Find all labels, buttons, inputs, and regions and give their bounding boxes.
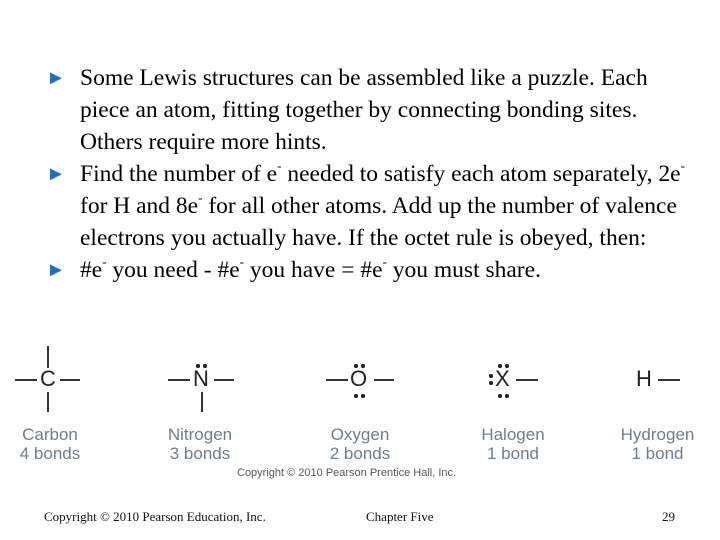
figure-copyright: Copyright © 2010 Pearson Prentice Hall, Inc. bbox=[237, 467, 457, 479]
bullet-item bbox=[46, 158, 686, 254]
bullet-marker: ► bbox=[46, 67, 66, 89]
bullet-marker: ► bbox=[46, 163, 66, 185]
bond-line bbox=[214, 379, 234, 381]
carbon-symbol: C bbox=[40, 366, 56, 391]
bullet-text: Find the number of e- needed to satisfy each atom separately, 2e- for H and 8e- for all other atoms. Add up the number of valence electrons you actually have. If the octet rule is obeyed, then: bbox=[80, 158, 685, 251]
lone-pair-dot bbox=[489, 381, 493, 385]
oxygen-label: Oxygen 2 bonds bbox=[329, 425, 391, 463]
footer-chapter: Chapter Five bbox=[366, 509, 434, 524]
nitrogen-label: Nitrogen 3 bonds bbox=[167, 425, 233, 463]
nitrogen-symbol: N bbox=[193, 366, 209, 391]
lone-pair-dot bbox=[489, 374, 493, 378]
bond-line bbox=[201, 392, 203, 412]
page-number: 29 bbox=[662, 509, 675, 524]
lone-pair-dot bbox=[354, 394, 358, 398]
bullet-item bbox=[46, 254, 686, 286]
bullet-item bbox=[46, 62, 686, 158]
oxygen-symbol: O bbox=[350, 366, 368, 391]
carbon-label: Carbon 4 bonds bbox=[19, 425, 81, 463]
hydrogen-label: Hydrogen 1 bond bbox=[620, 425, 695, 463]
bond-line bbox=[47, 346, 49, 368]
halogen-symbol: X bbox=[495, 366, 510, 391]
bond-line bbox=[516, 379, 538, 381]
bullet-text: Some Lewis structures can be assembled like a puzzle. Each piece an atom, fitting together by connecting bonding sites. Others require more hints. bbox=[80, 65, 648, 155]
lone-pair-dot bbox=[498, 394, 502, 398]
bond-line bbox=[15, 379, 37, 381]
footer-copyright: Copyright © 2010 Pearson Education, Inc. bbox=[44, 509, 266, 524]
hydrogen-symbol: H bbox=[636, 366, 652, 391]
lone-pair-dot bbox=[505, 394, 509, 398]
bond-line bbox=[658, 379, 680, 381]
lone-pair-dot bbox=[361, 394, 365, 398]
bond-line bbox=[326, 379, 348, 381]
bullet-list bbox=[46, 62, 686, 286]
bond-line bbox=[168, 379, 190, 381]
bullet-text: #e- you need - #e- you have = #e- you must share. bbox=[80, 254, 541, 283]
halogen-label: Halogen 1 bond bbox=[481, 425, 545, 463]
bond-line bbox=[374, 379, 394, 381]
bond-line bbox=[47, 392, 49, 412]
bullet-marker: ► bbox=[46, 259, 66, 281]
bond-line bbox=[60, 379, 80, 381]
bonding-diagram bbox=[0, 340, 720, 480]
